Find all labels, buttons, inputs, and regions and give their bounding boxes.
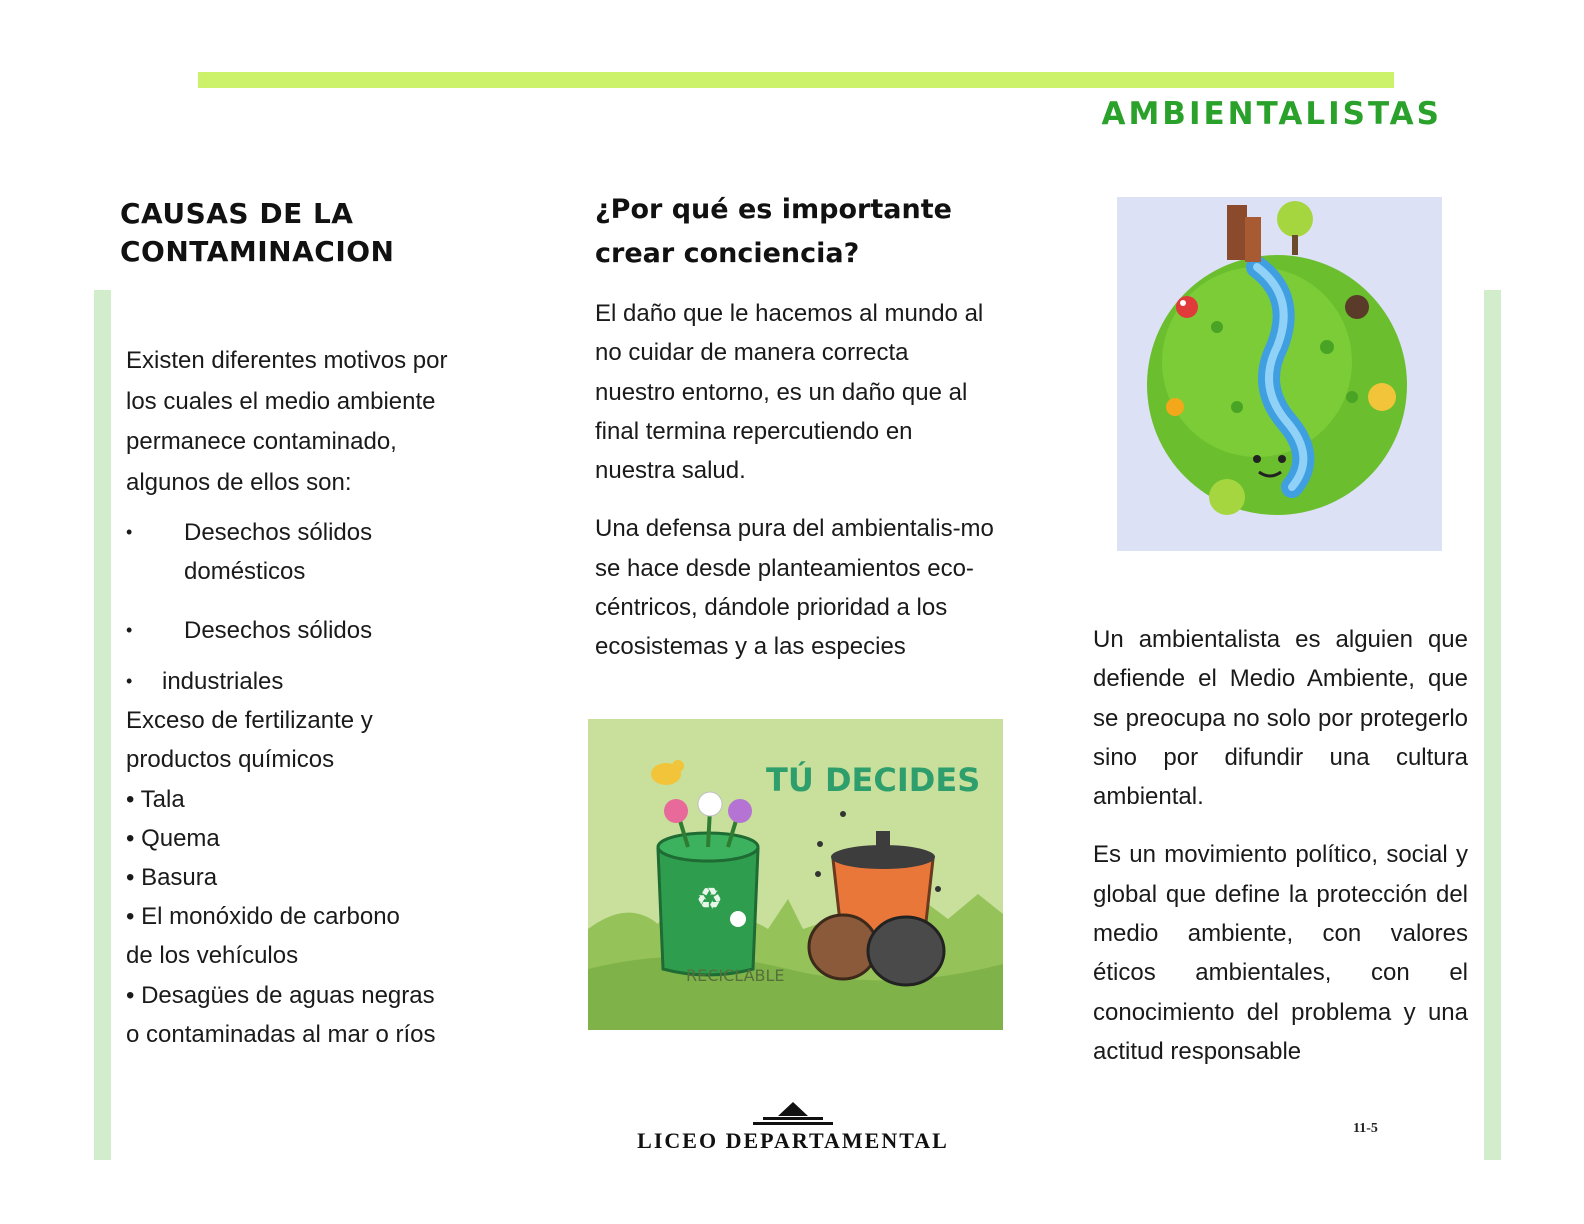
text-line: Exceso de fertilizante y [126, 707, 373, 735]
text-line: • El monóxido de carbono [126, 903, 400, 931]
awareness-heading: ¿Por qué es importante crear conciencia? [595, 194, 952, 269]
causes-more [120, 662, 470, 1054]
text-line: productos químicos [126, 746, 335, 774]
brand-title: AMBIENTALISTAS [1101, 96, 1442, 132]
causes-intro: Existen diferentes motivos por los cuales el medio ambiente permanece contaminado, algunos de ellos son: [126, 347, 448, 496]
recycle-illustration [588, 719, 1003, 1030]
footer [628, 1100, 958, 1154]
environmentalist-paragraph-1: Un ambientalista es alguien que defiende el Medio Ambiente, que se preocupa no solo por protegerlo sino por difundir una cultura ambiental. [1093, 626, 1468, 811]
right-side-stripe [1484, 290, 1501, 1160]
text-line: o contaminadas al mar o ríos [126, 1020, 436, 1048]
awareness-paragraph-2: Una defensa pura del ambientalis-mo se hace desde planteamientos eco-céntricos, dándole prioridad a los ecosistemas y a las especies [595, 515, 994, 661]
school-logo-icon [628, 1100, 958, 1126]
text-line: • Tala [126, 785, 185, 813]
list-item: • industriales [126, 662, 470, 701]
text-line: • Quema [126, 824, 220, 852]
text-line: • Basura [126, 864, 218, 892]
awareness-paragraph-1: El daño que le hacemos al mundo al no cuidar de manera correcta nuestro entorno, es un daño que al final termina repercutiendo en nuestra salud. [595, 300, 984, 485]
causes-heading [120, 195, 470, 271]
left-column [120, 195, 470, 1054]
causes-heading-line1: CAUSAS DE LA [120, 197, 354, 230]
school-name: LICEO DEPARTAMENTAL [637, 1128, 949, 1153]
right-column [1093, 620, 1468, 1090]
svg-text:♻: ♻ [696, 882, 723, 917]
list-item: • Desechos sólidos [126, 611, 470, 650]
earth-illustration [1117, 197, 1442, 551]
left-side-stripe [94, 290, 111, 1160]
environmentalist-paragraph-2: Es un movimiento político, social y global que define la protección del medio ambiente, con valores éticos ambientales, con el conocimiento del problema y una actitud responsable [1093, 841, 1468, 1065]
header-accent-bar [198, 72, 1394, 88]
page-number: 11-5 [1353, 1121, 1378, 1136]
bin-label: RECICLABLE [686, 966, 785, 985]
middle-column [595, 188, 995, 686]
causes-list [120, 513, 470, 650]
causes-heading-line2: CONTAMINACION [120, 235, 395, 268]
text-line: • Desagües de aguas negras [126, 981, 435, 1009]
list-item: • Desechos sólidos domésticos [126, 513, 470, 591]
text-line: de los vehículos [126, 942, 299, 970]
image-title: TÚ DECIDES [766, 761, 981, 799]
